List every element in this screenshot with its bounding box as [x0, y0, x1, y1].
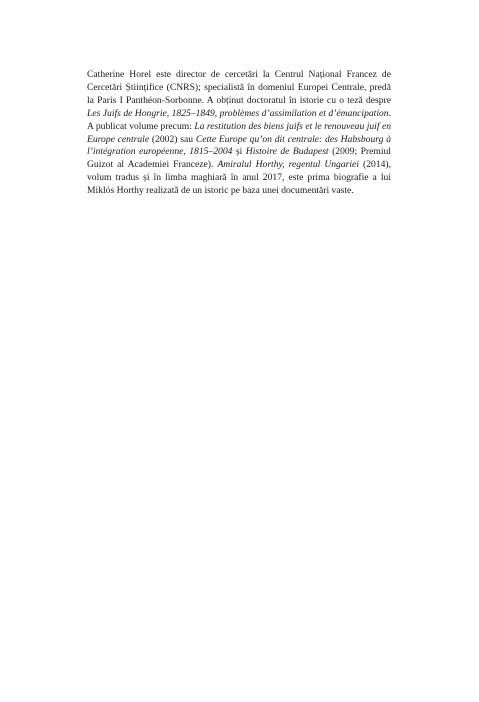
book-title-cette-europe: Cette Europe qu’on dit centrale: des Habsbourg à l’intégration européenne, 1815–2004 [87, 133, 392, 158]
bio-text-published: . A publicat volume precum: [87, 107, 391, 132]
book-title-histoire-de-budapest: Histoire de Budapest [245, 146, 329, 158]
bio-text-and: și [232, 146, 246, 158]
bio-text-intro: Catherine Horel este director de cercetări la Centrul Național Francez de Cercetări Științifice (CNRS); specialistă în domeniul Europei Centrale, predă la Paris I Panthéon-Sorbonne. A obținut doctoratul în istorie cu o teză despre [87, 69, 391, 106]
book-title-juifs-de-hongrie: Les Juifs de Hongrie, 1825–1849, problèmes d’assimilation et d’émancipation [87, 107, 389, 119]
bio-text-year-2002: (2002) sau [149, 133, 196, 145]
book-title-amiralul-horthy: Amiralul Horthy, regentul Ungariei [217, 159, 359, 171]
bio-text-guizot-prize: (2009; Premiul Guizot al Academiei Franceze). [87, 146, 391, 171]
bio-text-closing: (2014), volum tradus și în limba maghiară în anul 2017, este prima biografie a lui Miklós Horthy realizată de un istoric pe baza unei documentări vaste. [87, 159, 391, 197]
author-bio-paragraph [87, 69, 391, 198]
book-title-restitution: La restitution des biens juifs et le renouveau juif en Europe centrale [87, 120, 392, 145]
